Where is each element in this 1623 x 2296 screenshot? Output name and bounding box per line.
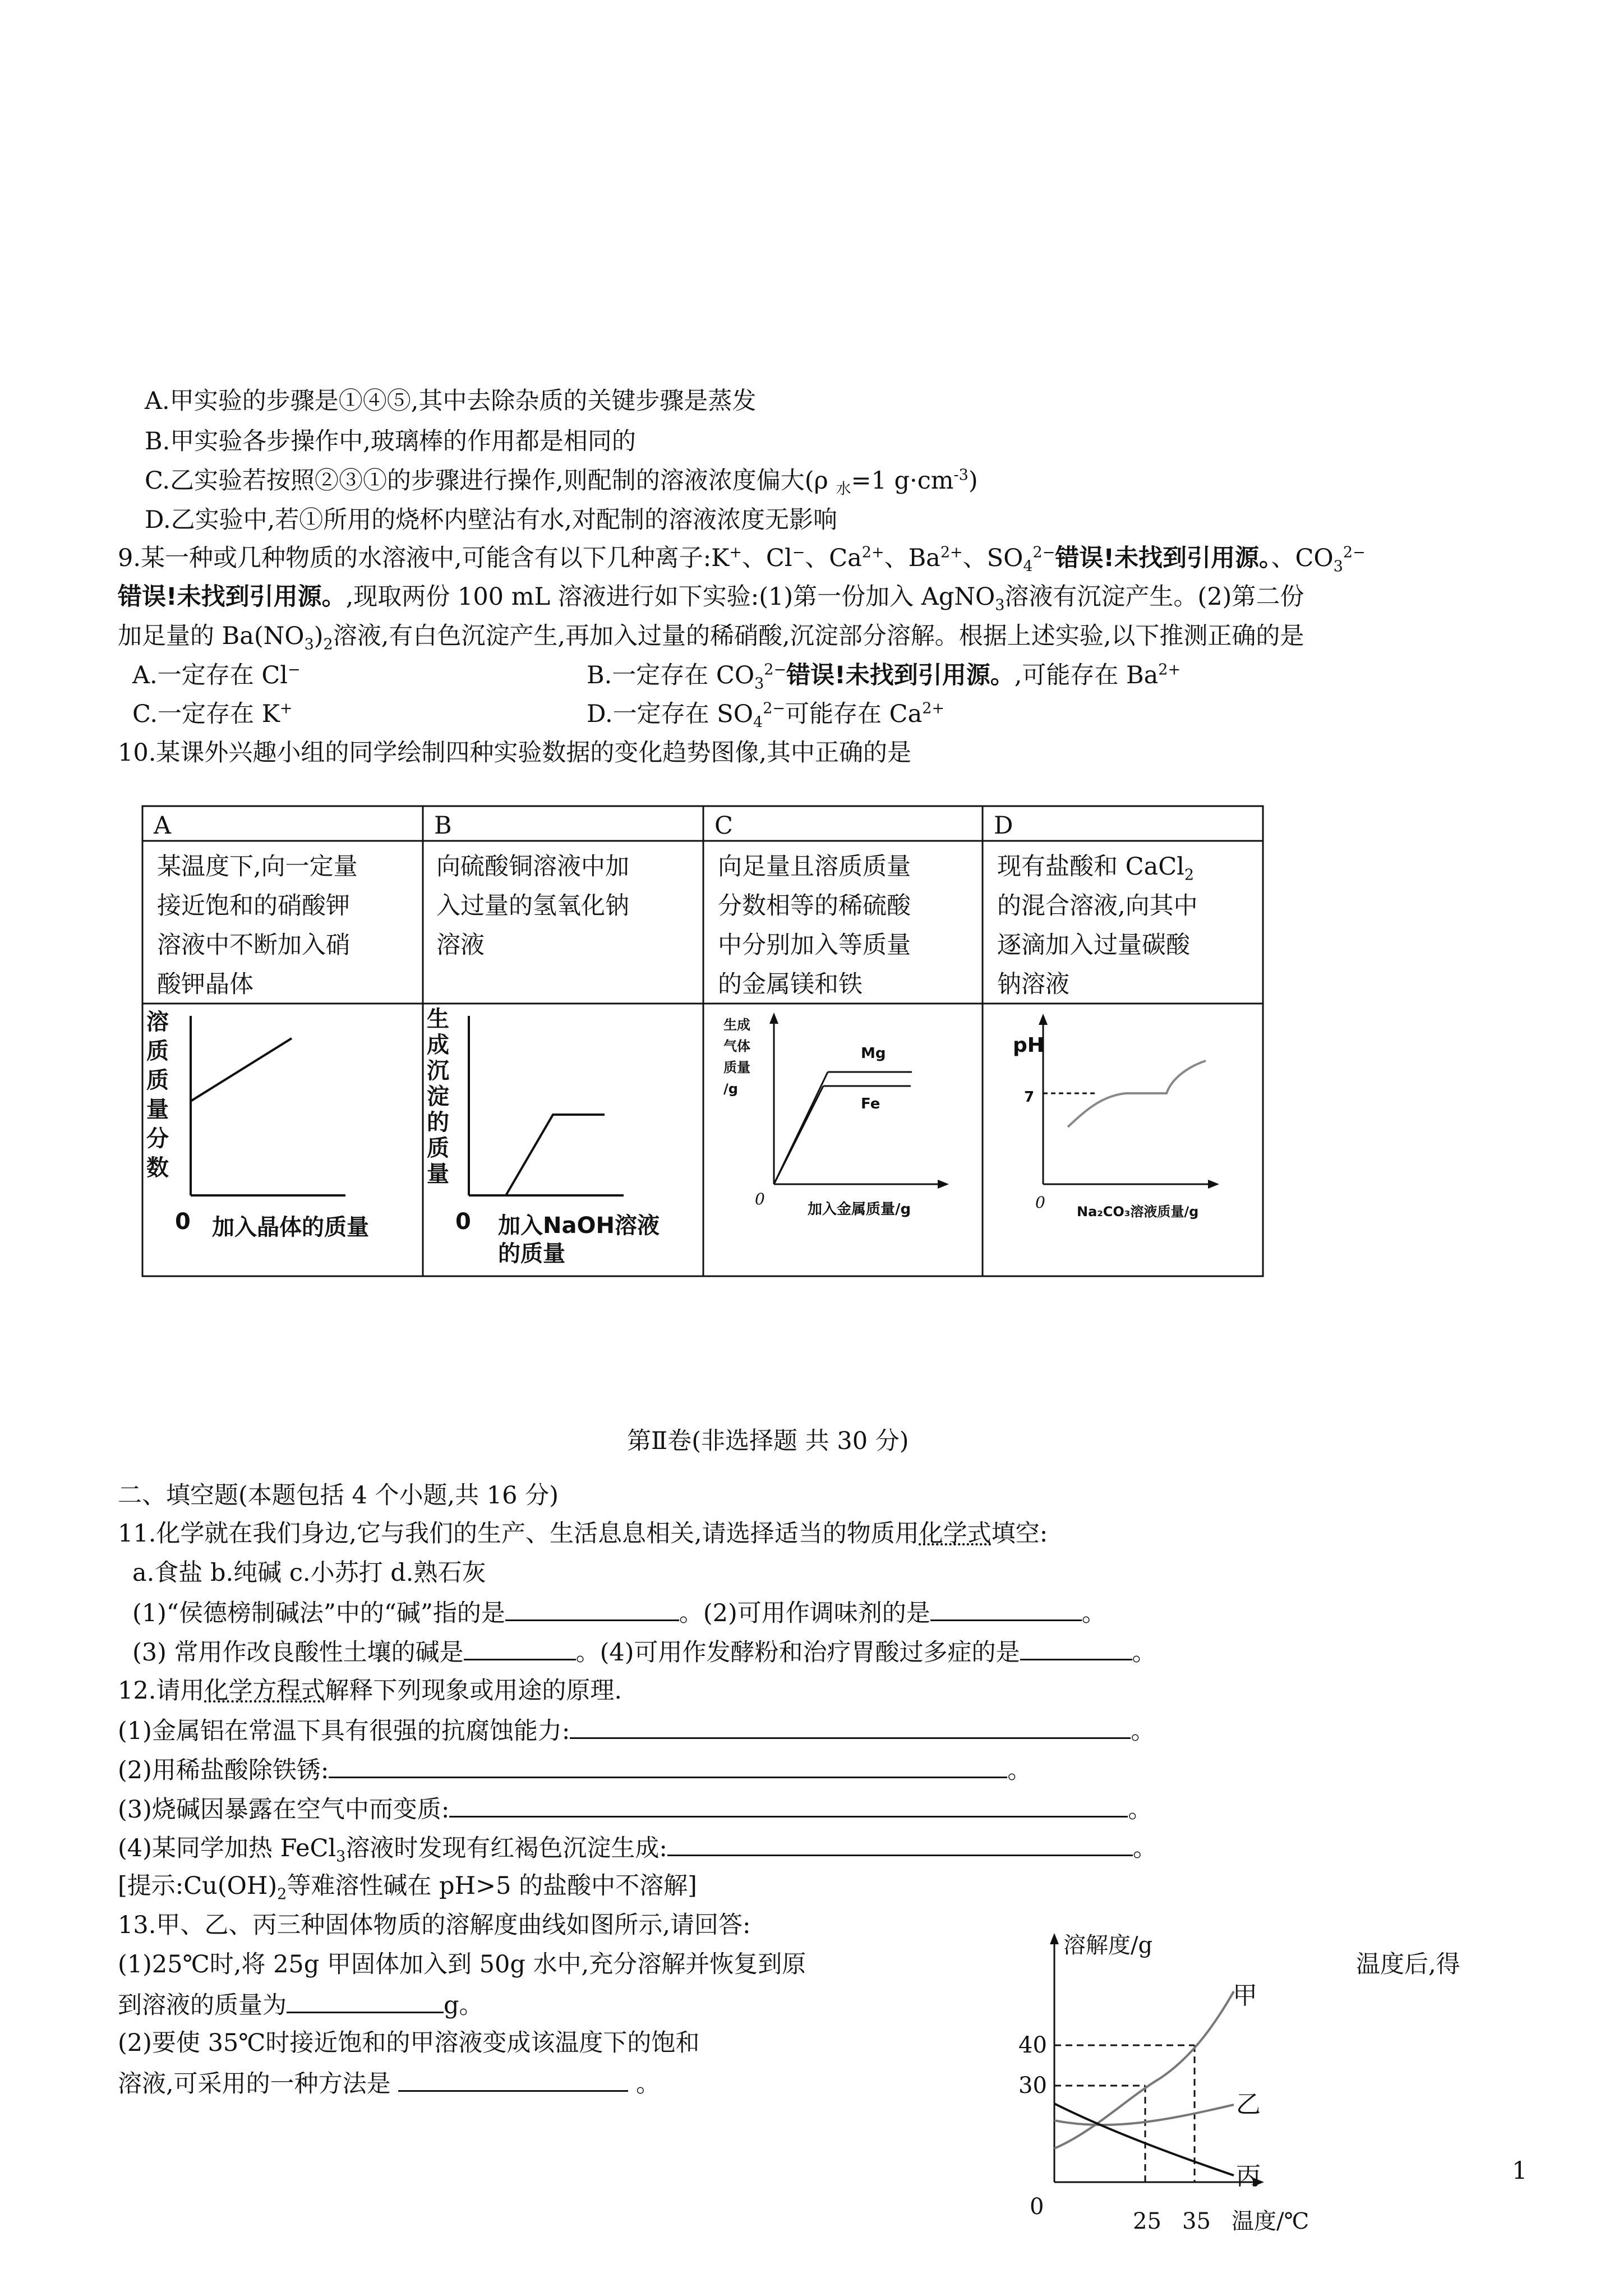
q13-blank-2[interactable]: [398, 2067, 628, 2092]
q13-part-1: (1)25℃时,将 25g 甲固体加入到 50g 水中,充分溶解并恢复到原: [118, 1950, 806, 1978]
q13-part-2: (2)要使 35℃时接近饱和的甲溶液变成该温度下的饱和: [118, 2029, 700, 2057]
q9-option-b: B.一定存在 $CO_3^{2-}$错误!未找到引用源。,可能存在 $Ba^{2+}$: [587, 661, 1181, 693]
q12-blank-3[interactable]: [449, 1792, 1128, 1818]
q12-sub-4: (4)某同学加热 FeCl$_3$溶液时发现有红褐色沉淀生成: 。: [118, 1831, 1157, 1864]
q8-option-c: C.乙实验若按照②③①的步骤进行操作,则配制的溶液浓度偏大(ρ $_水$=1 $g\cdot cm^{-3}$): [145, 466, 978, 498]
q9-option-d: D.一定存在 $SO_4^{2-}$可能存在 $Ca^{2+}$: [587, 700, 945, 731]
q9-option-a: A.一定存在 Cl−: [132, 661, 301, 689]
q11-blank-2[interactable]: [930, 1596, 1082, 1621]
q11-blank-4[interactable]: [1020, 1635, 1132, 1660]
q10-graph-c-fe-label: Fe: [861, 1096, 880, 1112]
q10-graph-d-ylabel: pH: [1013, 1034, 1044, 1057]
q13-part-1-line-2: 到溶液的质量为 g。: [118, 1988, 483, 2021]
q10-graph-d-xlabel: Na₂CO₃溶液质量/g: [1077, 1204, 1199, 1220]
q9-line-1: 9.某一种或几种物质的水溶液中,可能含有以下几种离子:K+、Cl−、$Ca^{2+}$、$Ba^{2+}$、$SO_4^{2-}$错误!未找到引用源。、$CO_3^{2-}$: [118, 544, 1366, 576]
q11-line-1: (1)“侯德榜制碱法”中的“碱”指的是 。(2)可用作调味剂的是 。: [132, 1596, 1106, 1629]
solubility-curve-yi-label: 乙: [1236, 2090, 1261, 2119]
q10-graph-d-seven: 7: [1024, 1089, 1035, 1106]
q13-part-2-line-2: 溶液,可采用的一种方法是 。: [118, 2067, 660, 2100]
q10-graph-a-ylabel: 溶 质 质 量 分 数: [146, 1009, 169, 1181]
q10-desc-a: 某温度下,向一定量 接近饱和的硝酸钾 溶液中不断加入硝 酸钾晶体: [157, 853, 358, 999]
q9-option-c: C.一定存在 K+: [132, 700, 293, 728]
q8-option-d: D.乙实验中,若①所用的烧杯内壁沾有水,对配制的溶液浓度无影响: [145, 506, 837, 534]
q12-blank-4[interactable]: [667, 1831, 1133, 1856]
q10-header-d: D: [994, 812, 1013, 840]
q10-graph-c-xlabel: 加入金属质量/g: [808, 1201, 911, 1218]
solubility-graph: [998, 1918, 1346, 2244]
q13-blank-1[interactable]: [287, 1988, 444, 2013]
q10-graph-c-mg-label: Mg: [861, 1045, 886, 1062]
q10-desc-b: 向硫酸铜溶液中加 入过量的氢氧化钠 溶液: [436, 853, 629, 959]
solubility-graph-ylabel: 溶解度/g: [1063, 1932, 1153, 1958]
solubility-curve-bing-label: 丙: [1236, 2162, 1261, 2191]
section-title: 二、填空题(本题包括 4 个小题,共 16 分): [118, 1481, 559, 1510]
solubility-graph-x25: 25: [1133, 2208, 1161, 2234]
q12-stem: 12.请用化学方程式解释下列现象或用途的原理.: [118, 1677, 623, 1705]
q10-graph-d-origin: 0: [1035, 1193, 1045, 1212]
q12-sub-2: (2)用稀盐酸除铁锈: 。: [118, 1753, 1031, 1786]
page-number: 1: [1512, 2157, 1528, 2185]
q12-blank-1[interactable]: [570, 1714, 1131, 1739]
q10-header-a: A: [154, 812, 172, 840]
q9-line-2: 错误!未找到引用源。,现取两份 100 mL 溶液进行如下实验:(1)第一份加入 AgNO$_3$溶液有沉淀产生。(2)第二份: [118, 583, 1304, 614]
q10-graph-c-ylabel: 生成 气体 质量 /g: [723, 1017, 750, 1097]
solubility-graph-y30: 30: [1018, 2073, 1047, 2099]
q10-stem: 10.某课外兴趣小组的同学绘制四种实验数据的变化趋势图像,其中正确的是: [118, 739, 912, 767]
q12-sub-3: (3)烧碱因暴露在空气中而变质: 。: [118, 1792, 1152, 1825]
q11-line-2: (3) 常用作改良酸性土壤的碱是 。(4)可用作发酵粉和治疗胃酸过多症的是 。: [132, 1635, 1156, 1668]
q10-desc-d: 现有盐酸和 CaCl$_2$ 的混合溶液,向其中 逐滴加入过量碳酸 钠溶液: [997, 853, 1198, 999]
q11-stem: 11.化学就在我们身边,它与我们的生产、生活息息相关,请选择适当的物质用化学式填空:: [118, 1520, 1048, 1548]
q9-line-3: 加足量的 $Ba(NO_3)_2$溶液,有白色沉淀产生,再加入过量的稀硝酸,沉淀部分溶解。根据上述实验,以下推测正确的是: [118, 622, 1304, 654]
q10-desc-c: 向足量且溶质质量 分数相等的稀硫酸 中分别加入等质量 的金属镁和铁: [718, 853, 911, 999]
solubility-graph-origin: 0: [1030, 2194, 1044, 2220]
q10-graph-b-origin: 0: [455, 1209, 471, 1235]
q12-sub-1: (1)金属铝在常温下具有很强的抗腐蚀能力: 。: [118, 1714, 1155, 1747]
q10-graph-c-origin: 0: [755, 1190, 765, 1208]
q12-hint: [提示$:Cu(OH)_2$等难溶性碱在 pH>5 的盐酸中不溶解]: [118, 1872, 697, 1903]
q11-options: a.食盐 b.纯碱 c.小苏打 d.熟石灰: [132, 1559, 486, 1587]
q10-graph-b-xlabel: 加入NaOH溶液 的质量: [498, 1213, 660, 1267]
q10-graph-a-xlabel: 加入晶体的质量: [212, 1214, 369, 1240]
solubility-graph-y40: 40: [1018, 2032, 1047, 2058]
q13-stem: 13.甲、乙、丙三种固体物质的溶解度曲线如图所示,请回答:: [118, 1911, 751, 1939]
q10-graph-b-ylabel: 生 成 沉 淀 的 质 量: [427, 1006, 449, 1187]
q8-option-a: A.甲实验的步骤是①④⑤,其中去除杂质的关键步骤是蒸发: [145, 387, 757, 415]
solubility-graph-x35: 35: [1182, 2208, 1211, 2234]
q13-part-1-tail: 温度后,得: [1356, 1950, 1460, 1978]
solubility-curve-jia-label: 甲: [1233, 1981, 1257, 2010]
part2-title: 第Ⅱ卷(非选择题 共 30 分): [627, 1427, 909, 1455]
q11-blank-3[interactable]: [464, 1635, 576, 1660]
q10-header-c: C: [714, 812, 733, 840]
q10-header-b: B: [434, 812, 452, 840]
q8-option-b: B.甲实验各步操作中,玻璃棒的作用都是相同的: [145, 427, 636, 455]
q12-blank-2[interactable]: [329, 1753, 1007, 1778]
q11-blank-1[interactable]: [505, 1596, 679, 1621]
q10-graph-a-origin: 0: [175, 1209, 191, 1235]
solubility-graph-xlabel: 温度/℃: [1232, 2208, 1310, 2234]
